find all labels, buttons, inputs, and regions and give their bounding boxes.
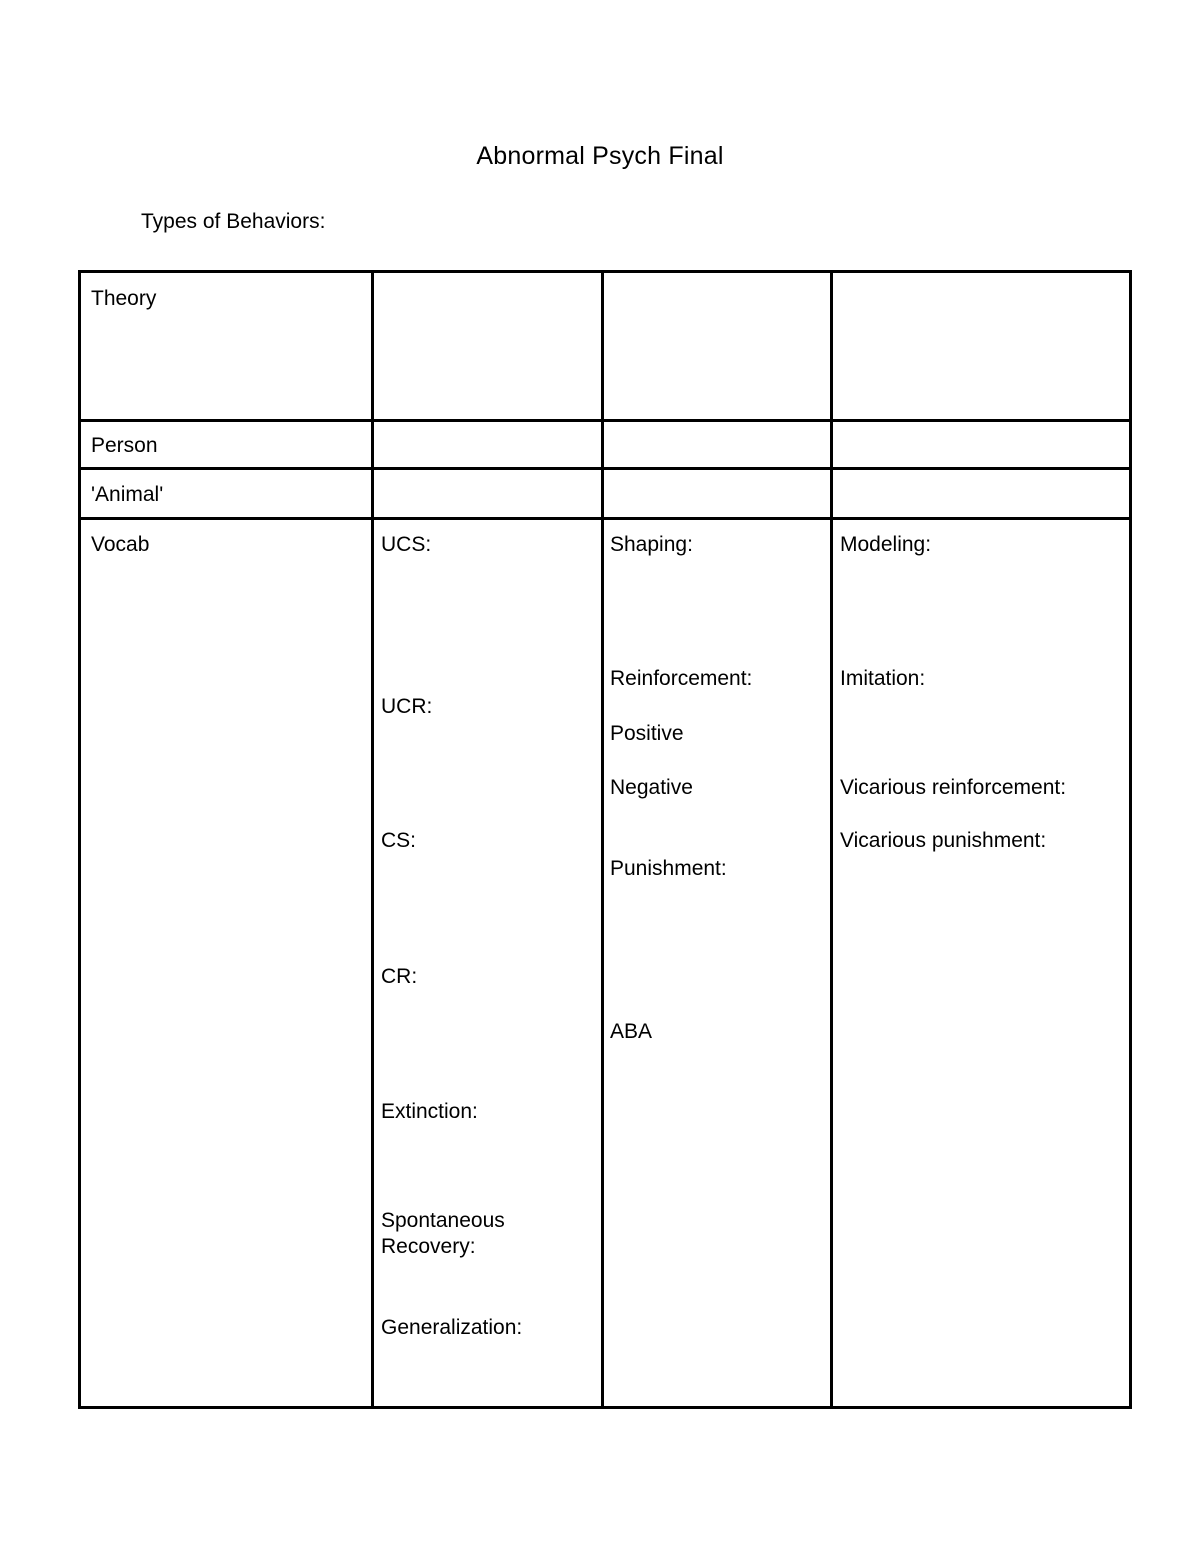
column-divider [830,273,833,1406]
vocab-ucs: UCS: [381,533,432,556]
vocab-negative: Negative [610,776,693,799]
vocab-cs: CS: [381,829,417,852]
vocab-vicarious-punishment: Vicarious punishment: [840,829,1047,852]
vocab-aba: ABA [610,1020,653,1043]
vocab-cr: CR: [381,965,418,988]
row-label-vocab: Vocab [91,533,150,556]
vocab-positive: Positive [610,722,684,745]
vocab-punishment: Punishment: [610,857,727,880]
row-divider [81,419,1129,422]
row-divider [81,467,1129,470]
page-title: Abnormal Psych Final [476,142,724,170]
behavior-table [78,270,1132,1409]
section-heading: Types of Behaviors: [141,210,326,233]
row-label-person: Person [91,434,158,457]
vocab-imitation: Imitation: [840,667,926,690]
row-divider [81,517,1129,520]
vocab-generalization: Generalization: [381,1316,523,1339]
column-divider [601,273,604,1406]
vocab-reinforcement: Reinforcement: [610,667,753,690]
column-divider [371,273,374,1406]
vocab-modeling: Modeling: [840,533,932,556]
vocab-shaping: Shaping: [610,533,693,556]
row-label-theory: Theory [91,287,157,310]
vocab-vicarious-reinforcement: Vicarious reinforcement: [840,776,1067,799]
row-label-animal: 'Animal' [91,483,164,506]
vocab-extinction: Extinction: [381,1100,478,1123]
vocab-ucr: UCR: [381,695,433,718]
vocab-spontaneous-recovery: Spontaneous Recovery: [381,1209,505,1258]
